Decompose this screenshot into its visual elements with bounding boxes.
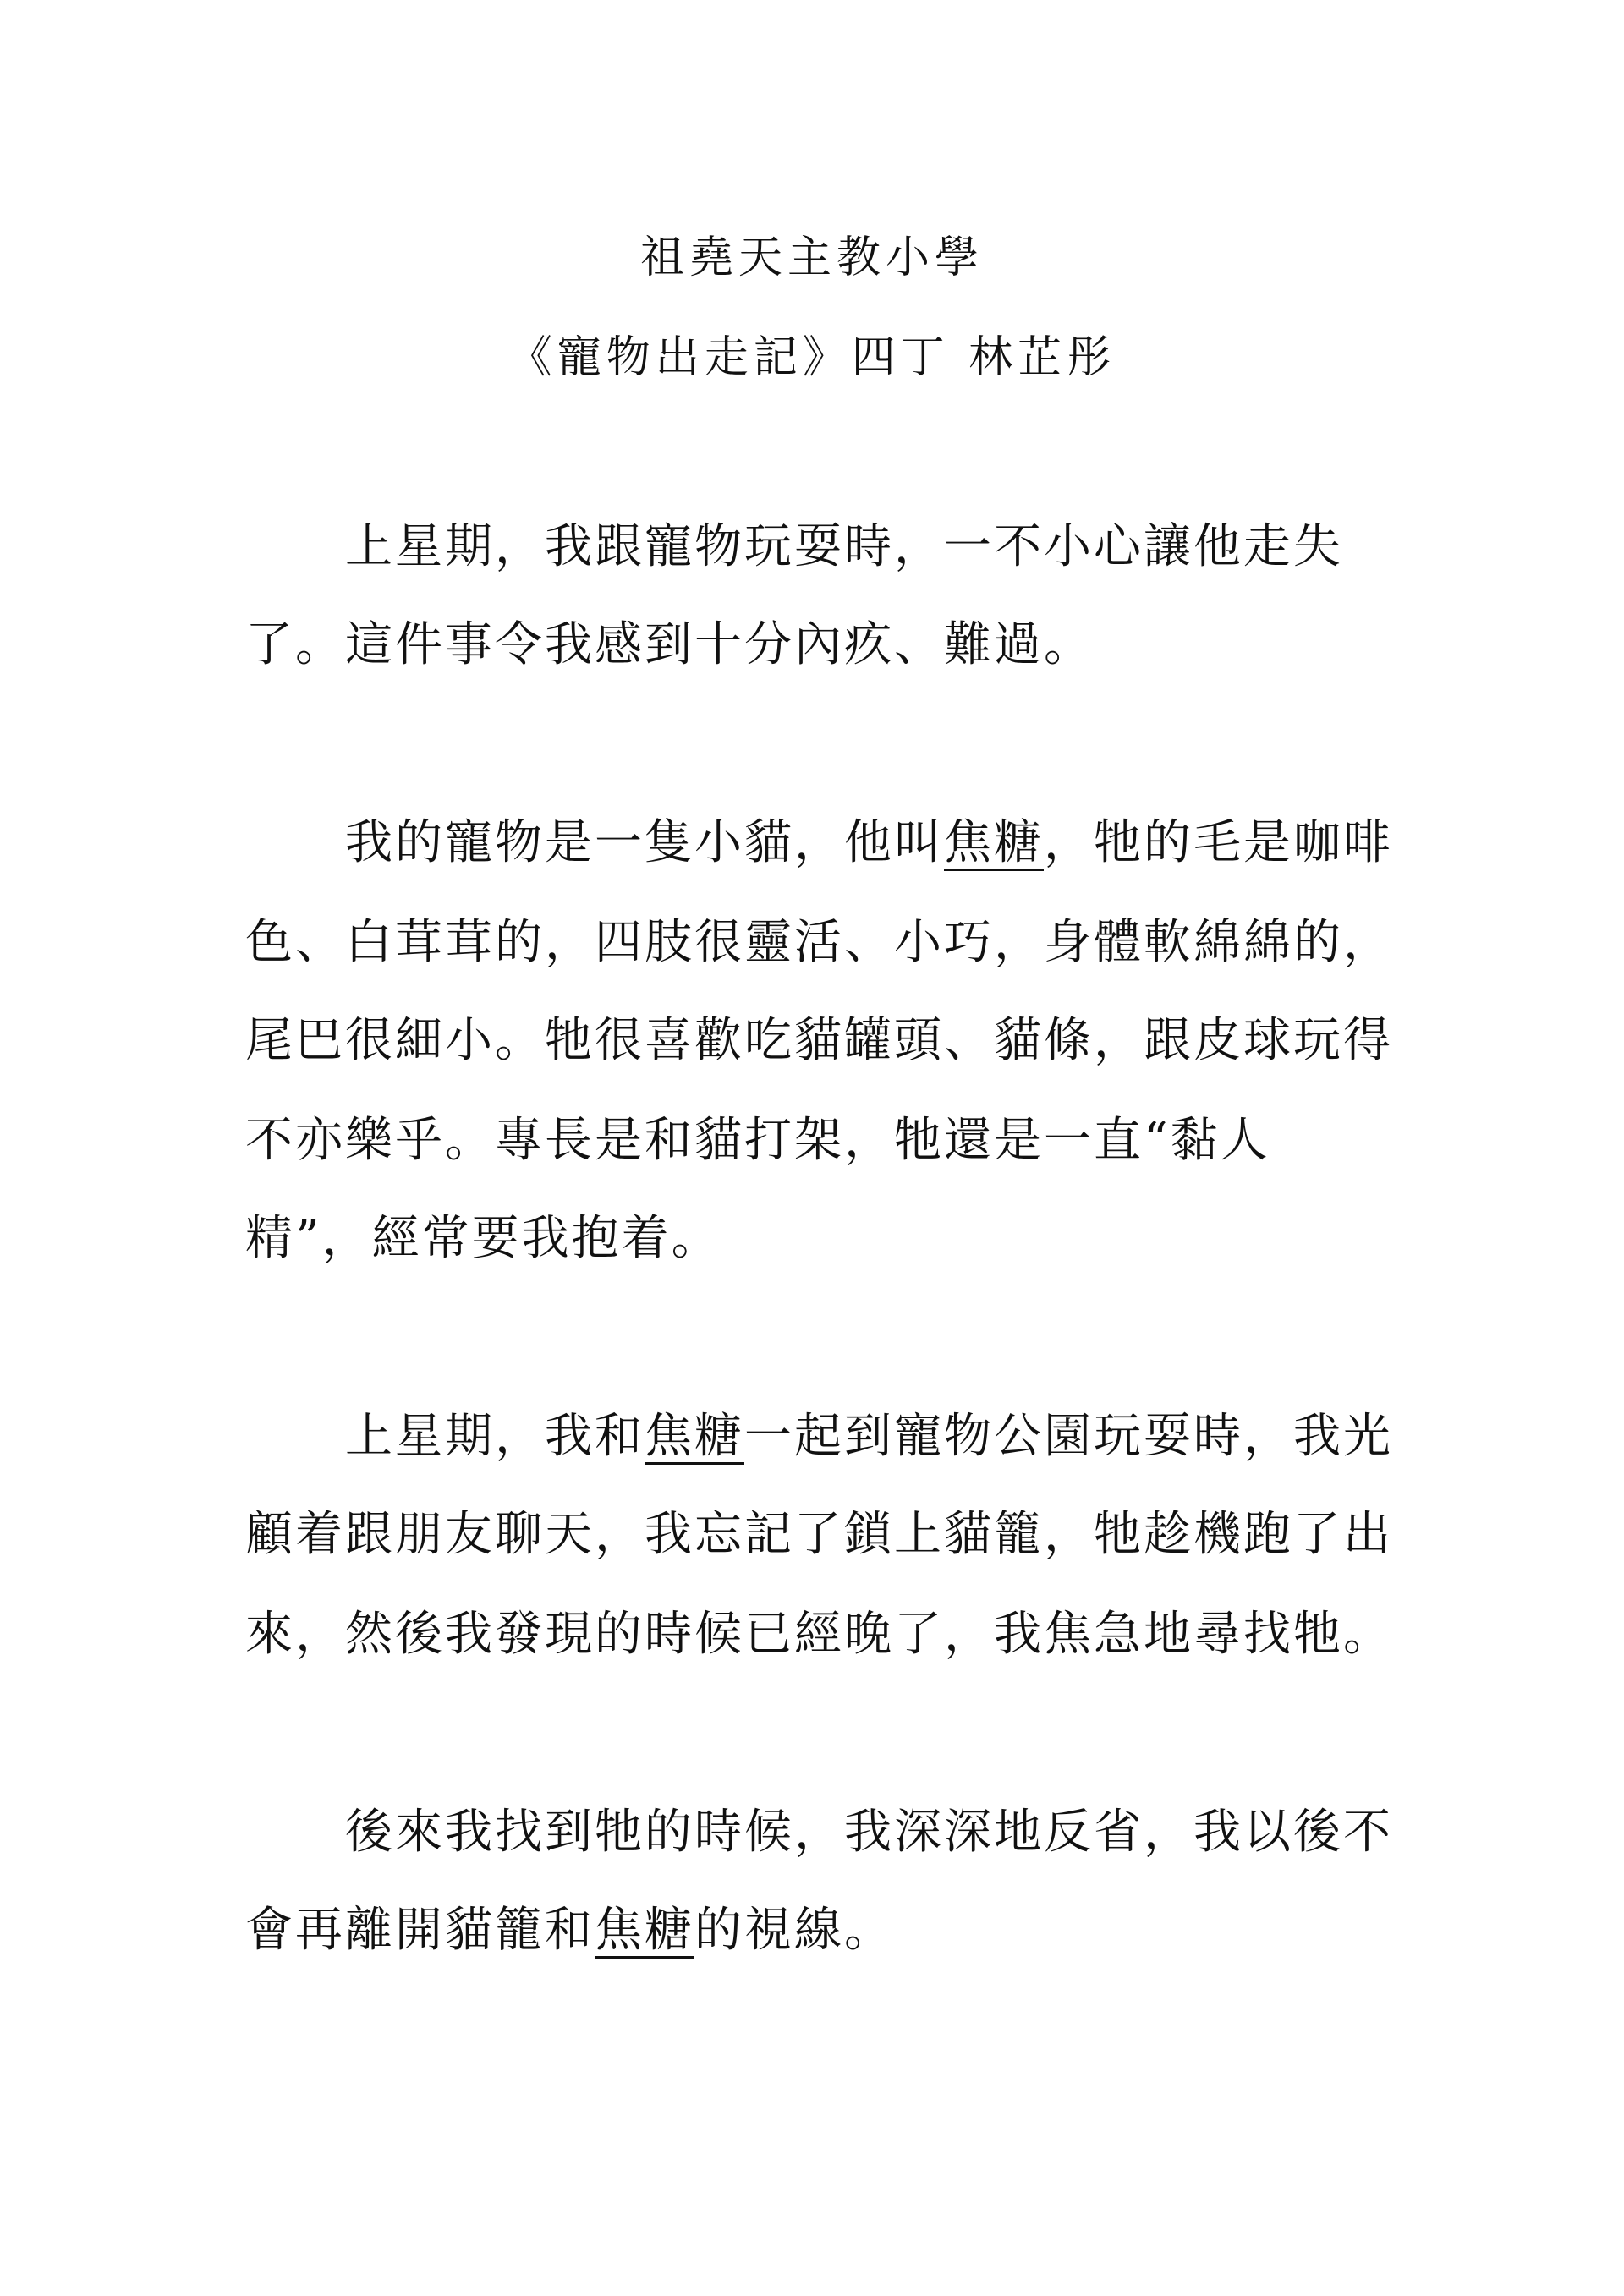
pet-name: 焦糖 [944, 815, 1044, 870]
paragraph-4-text-a: 會再離開貓籠和 [245, 1903, 595, 1958]
paragraph-2-line-2: 色、白茸茸的，四肢很靈活、小巧，身體軟綿綿的， [245, 915, 1393, 970]
paragraph-4-line-2 [245, 1901, 894, 1960]
school-name: 祖堯天主教小學 [639, 233, 984, 283]
paragraph-2-line-4: 不亦樂乎。專長是和貓打架，牠還是一直“黏人 [245, 1113, 1270, 1168]
paragraph-2-line-3: 尾巴很細小。牠很喜歡吃貓罐頭、貓條，跟皮球玩得 [245, 1013, 1393, 1068]
paragraph-4-line-1: 後來我找到牠的時候，我深深地反省，我以後不 [345, 1805, 1393, 1860]
paragraph-1-line-2: 了。這件事令我感到十分內疚、難過。 [245, 617, 1094, 672]
pet-name: 焦糖 [595, 1903, 694, 1958]
paragraph-2-line-5: 精”，經常要我抱着。 [245, 1211, 721, 1266]
essay-title: 《寵物出走記》四丁 林芷彤 [508, 332, 1116, 383]
paragraph-2-text-a: 我的寵物是一隻小貓，他叫 [345, 815, 944, 870]
paragraph-3-text-a: 上星期，我和 [345, 1409, 645, 1464]
pet-name: 焦糖 [645, 1409, 744, 1464]
paragraph-4-text-b: 的視線。 [694, 1903, 894, 1958]
paragraph-3-text-b: 一起到寵物公園玩耍時，我光 [744, 1409, 1393, 1464]
paragraph-3-line-2: 顧着跟朋友聊天，我忘記了鎖上貓籠，牠趁機跑了出 [245, 1507, 1393, 1562]
paragraph-2-line-1 [345, 814, 1393, 873]
paragraph-2-text-b: ，牠的毛是咖啡 [1044, 815, 1393, 870]
paragraph-3-line-1 [345, 1407, 1393, 1466]
paragraph-3-line-3: 來，然後我發現的時候已經晚了，我焦急地尋找牠。 [245, 1607, 1393, 1662]
paragraph-1-line-1: 上星期，我跟寵物玩耍時，一不小心讓他走失 [345, 519, 1343, 574]
